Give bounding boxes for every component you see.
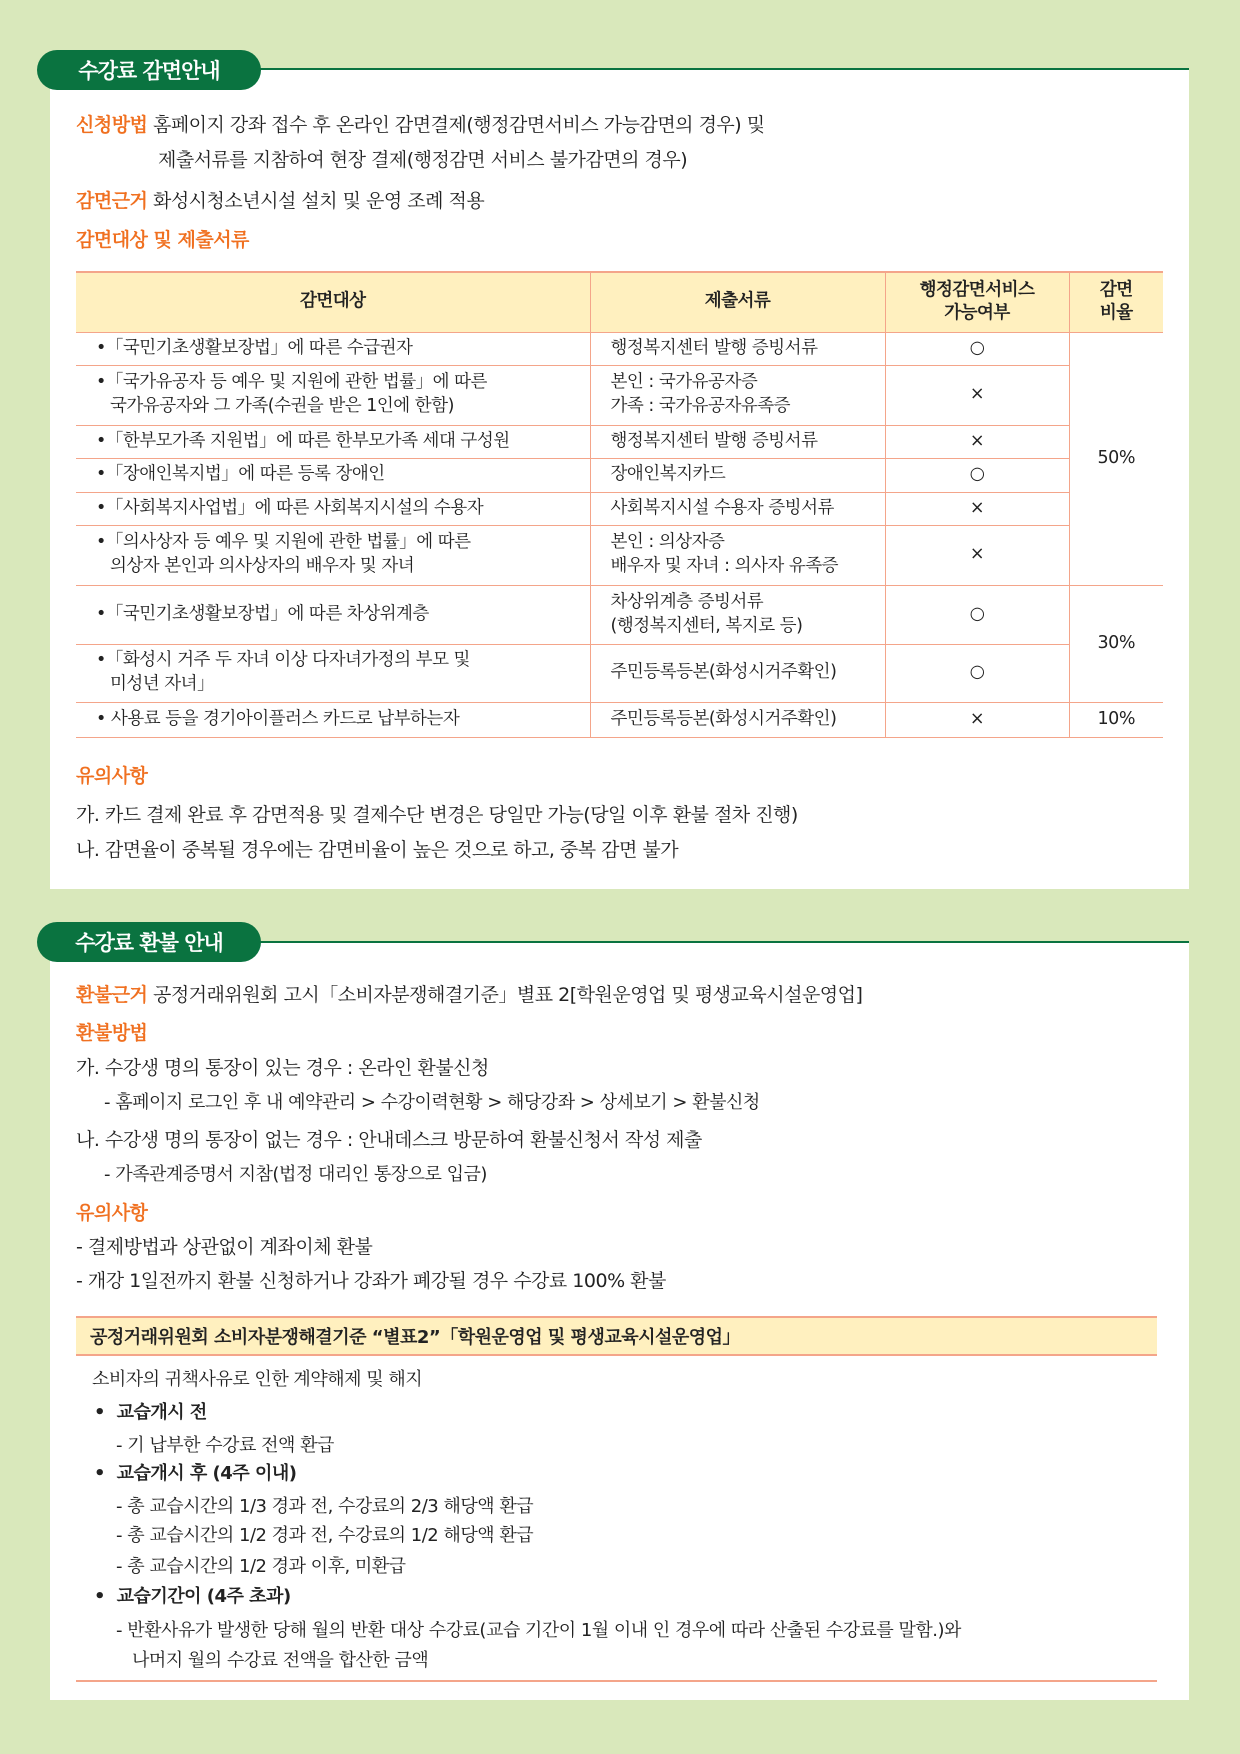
target-cell: •「국가유공자 등 예우 및 지원에 관한 법률」에 따른 국가유공자와 그 가족(수권을 받은 1인에 한함) <box>76 365 590 425</box>
apply-text: 홈페이지 강좌 접수 후 온라인 감면결제(행정감면서비스 가능감면의 경우) 및 <box>152 114 765 136</box>
docs-cell: 행정복지센터 발행 증빙서류 <box>590 332 885 365</box>
table-row <box>76 492 1163 525</box>
table-row <box>76 425 1163 458</box>
discount-section-title: 수강료 감면안내 <box>37 50 261 90</box>
table-row <box>76 458 1163 492</box>
note-item: 가. 카드 결제 완료 후 감면적용 및 결제수단 변경은 당일만 가능(당일 이후 환불 절차 진행) <box>76 804 798 826</box>
item-sub: 나머지 월의 수강료 전액을 합산한 금액 <box>132 1650 429 1671</box>
item-sub: - 총 교습시간의 1/2 경과 이후, 미환급 <box>116 1556 406 1577</box>
notes-heading-2: 유의사항 <box>76 1202 148 1224</box>
docs-cell: 장애인복지카드 <box>590 458 885 492</box>
apply-text-2: 제출서류를 지참하여 현장 결제(행정감면 서비스 불가감면의 경우) <box>158 149 688 171</box>
refund-basis-text: 공정거래위원회 고시「소비자분쟁해결기준」별표 2[학원운영업 및 평생교육시설운영업] <box>152 984 863 1006</box>
refund-note: - 개강 1일전까지 환불 신청하거나 강좌가 폐강될 경우 수강료 100% 환불 <box>76 1270 666 1292</box>
target-cell: • 사용료 등을 경기아이플러스 카드로 납부하는자 <box>76 702 590 737</box>
target-cell: •「의사상자 등 예우 및 지원에 관한 법률」에 따른 의상자 본인과 의사상자의 배우자 및 자녀 <box>76 525 590 585</box>
docs-cell: 사회복지시설 수용자 증빙서류 <box>590 492 885 525</box>
docs-cell: 본인 : 의상자증 배우자 및 자녀 : 의사자 유족증 <box>590 525 885 585</box>
docs-cell: 본인 : 국가유공자증 가족 : 국가유공자유족증 <box>590 365 885 425</box>
table-row <box>76 365 1163 425</box>
divider <box>240 941 1189 943</box>
item-title: • 교습기간이 (4주 초과) <box>94 1586 291 1607</box>
refund-basis-label: 환불근거 <box>76 984 148 1006</box>
target-cell: •「국민기초생활보장법」에 따른 수급권자 <box>76 332 590 365</box>
method-heading: 환불방법 <box>76 1022 148 1044</box>
table-row <box>76 332 1163 365</box>
basis-text: 화성시청소년시설 설치 및 운영 조례 적용 <box>152 190 485 212</box>
service-available-cell: ○ <box>885 332 1069 365</box>
rate-cell: 50% <box>1069 332 1163 585</box>
discount-basis <box>76 186 484 213</box>
standard-box-title: 공정거래위원회 소비자분쟁해결기준 “별표2”「학원운영업 및 평생교육시설운영업」 <box>76 1316 1157 1356</box>
refund-basis <box>76 980 862 1007</box>
item-title: • 교습개시 후 (4주 이내) <box>94 1463 297 1484</box>
table-row <box>76 702 1163 737</box>
header-service: 행정감면서비스 가능여부 <box>885 272 1069 332</box>
header-docs: 제출서류 <box>590 272 885 332</box>
service-available-cell: × <box>885 702 1069 737</box>
item-sub: - 기 납부한 수강료 전액 환급 <box>116 1435 334 1456</box>
item-sub: - 총 교습시간의 1/2 경과 전, 수강료의 1/2 해당액 환급 <box>116 1525 534 1546</box>
service-available-cell: ○ <box>885 458 1069 492</box>
apply-label: 신청방법 <box>76 114 148 136</box>
table-row <box>76 585 1163 644</box>
target-cell: •「장애인복지법」에 따른 등록 장애인 <box>76 458 590 492</box>
service-available-cell: ○ <box>885 644 1069 702</box>
method-b-sub: - 가족관계증명서 지참(법정 대리인 통장으로 입금) <box>104 1164 487 1185</box>
table-row <box>76 525 1163 585</box>
target-heading: 감면대상 및 제출서류 <box>76 229 249 251</box>
service-available-cell: × <box>885 425 1069 458</box>
service-available-cell: ○ <box>885 585 1069 644</box>
method-a-sub: - 홈페이지 로그인 후 내 예약관리 > 수강이력현황 > 해당강좌 > 상세보기 > 환불신청 <box>104 1092 760 1113</box>
discount-table <box>76 271 1163 738</box>
docs-cell: 주민등록등본(화성시거주확인) <box>590 702 885 737</box>
divider <box>240 68 1189 70</box>
docs-cell: 차상위계층 증빙서류 (행정복지센터, 복지로 등) <box>590 585 885 644</box>
target-cell: •「국민기초생활보장법」에 따른 차상위계층 <box>76 585 590 644</box>
notes-heading-1: 유의사항 <box>76 765 148 787</box>
refund-section-title: 수강료 환불 안내 <box>37 922 261 962</box>
apply-method <box>76 110 765 137</box>
service-available-cell: × <box>885 365 1069 425</box>
target-cell: •「사회복지사업법」에 따른 사회복지시설의 수용자 <box>76 492 590 525</box>
item-title: • 교습개시 전 <box>94 1402 207 1423</box>
header-rate: 감면 비율 <box>1069 272 1163 332</box>
target-cell: •「화성시 거주 두 자녀 이상 다자녀가정의 부모 및 미성년 자녀」 <box>76 644 590 702</box>
item-sub: - 총 교습시간의 1/3 경과 전, 수강료의 2/3 해당액 환급 <box>116 1496 534 1517</box>
rate-cell: 30% <box>1069 585 1163 702</box>
item-sub: - 반환사유가 발생한 당해 월의 반환 대상 수강료(교습 기간이 1월 이내 인 경우에 따라 산출된 수강료를 말함.)와 <box>116 1620 961 1641</box>
rate-cell: 10% <box>1069 702 1163 737</box>
box-intro: 소비자의 귀책사유로 인한 계약해제 및 해지 <box>92 1369 423 1390</box>
basis-label: 감면근거 <box>76 190 148 212</box>
refund-note: - 결제방법과 상관없이 계좌이체 환불 <box>76 1236 373 1258</box>
table-row <box>76 644 1163 702</box>
box-bottom-line <box>76 1680 1157 1682</box>
target-cell: •「한부모가족 지원법」에 따른 한부모가족 세대 구성원 <box>76 425 590 458</box>
docs-cell: 행정복지센터 발행 증빙서류 <box>590 425 885 458</box>
method-b: 나. 수강생 명의 통장이 없는 경우 : 안내데스크 방문하여 환불신청서 작성 제출 <box>76 1129 702 1151</box>
method-a: 가. 수강생 명의 통장이 있는 경우 : 온라인 환불신청 <box>76 1057 489 1079</box>
service-available-cell: × <box>885 525 1069 585</box>
header-target: 감면대상 <box>76 272 590 332</box>
note-item: 나. 감면율이 중복될 경우에는 감면비율이 높은 것으로 하고, 중복 감면 불가 <box>76 839 679 861</box>
service-available-cell: × <box>885 492 1069 525</box>
docs-cell: 주민등록등본(화성시거주확인) <box>590 644 885 702</box>
